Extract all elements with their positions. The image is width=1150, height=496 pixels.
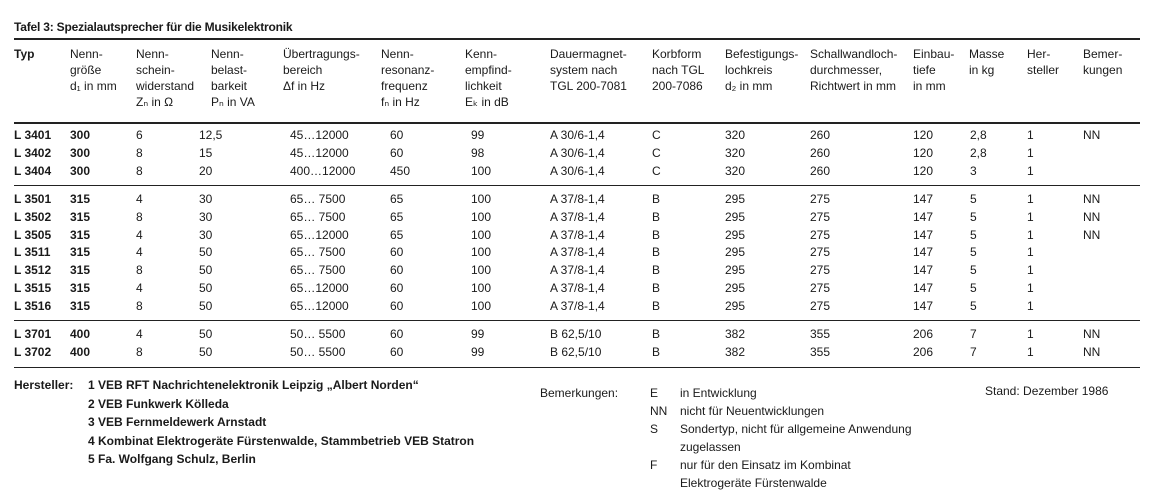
- cell-mass: 2,8: [970, 145, 987, 160]
- cell-size: 300: [70, 163, 91, 178]
- cell-sensitivity: 99: [471, 344, 485, 359]
- cell-magnet: B 62,5/10: [550, 344, 602, 359]
- table-row: [0, 261, 1150, 279]
- cell-range: 45…12000: [290, 145, 349, 160]
- cell-baffle-hole: 275: [810, 245, 831, 260]
- cell-remarks: NN: [1083, 327, 1101, 341]
- cell-typ: L 3502: [14, 209, 52, 224]
- cell-mass: 7: [970, 344, 977, 359]
- cell-basket: B: [652, 298, 661, 313]
- cell-resonance: 65: [390, 227, 404, 242]
- cell-depth: 147: [913, 192, 934, 206]
- cell-impedance: 8: [136, 263, 143, 278]
- cell-basket: C: [652, 128, 661, 142]
- table-row: [0, 243, 1150, 261]
- table-row: [0, 144, 1150, 162]
- cell-basket: B: [652, 192, 661, 206]
- bemerkung-text: nicht für Neuentwicklungen: [680, 404, 825, 418]
- cell-mass: 5: [970, 281, 977, 295]
- cell-bolt-circle: 295: [725, 227, 746, 242]
- cell-depth: 147: [913, 209, 934, 224]
- cell-range: 65… 7500: [290, 192, 346, 206]
- cell-resonance: 60: [390, 298, 404, 313]
- cell-sensitivity: 100: [471, 163, 492, 178]
- cell-bolt-circle: 295: [725, 245, 746, 260]
- table-row: [0, 126, 1150, 144]
- header-magnet: Dauermagnet- system nach TGL 200-7081: [550, 47, 627, 93]
- hersteller-item: 1 VEB RFT Nachrichtenelektronik Leipzig „Albert Norden“: [88, 378, 419, 392]
- cell-manufacturer: 1: [1027, 327, 1034, 341]
- table-row: [0, 279, 1150, 297]
- cell-sensitivity: 100: [471, 192, 492, 206]
- header-size: Nenn- größe d₁ in mm: [70, 47, 117, 93]
- cell-power: 20: [199, 163, 213, 178]
- header-impedance: Nenn- schein- widerstand Zₙ in Ω: [136, 47, 195, 109]
- cell-power: 12,5: [199, 128, 223, 142]
- hersteller-item: 3 VEB Fernmeldewerk Arnstadt: [88, 415, 267, 429]
- cell-manufacturer: 1: [1027, 192, 1034, 206]
- cell-magnet: A 37/8-1,4: [550, 227, 605, 242]
- cell-sensitivity: 100: [471, 281, 492, 295]
- cell-typ: L 3515: [14, 281, 52, 295]
- cell-baffle-hole: 260: [810, 163, 831, 178]
- rule-top: [14, 38, 1140, 40]
- table-row: [0, 208, 1150, 226]
- cell-baffle-hole: 275: [810, 298, 831, 313]
- cell-size: 315: [70, 245, 91, 260]
- cell-typ: L 3505: [14, 227, 52, 242]
- cell-bolt-circle: 295: [725, 192, 746, 206]
- cell-baffle-hole: 355: [810, 344, 831, 359]
- cell-magnet: A 37/8-1,4: [550, 192, 605, 206]
- cell-power: 50: [199, 344, 213, 359]
- cell-resonance: 60: [390, 344, 404, 359]
- cell-range: 65… 7500: [290, 245, 346, 260]
- cell-size: 315: [70, 298, 91, 313]
- cell-remarks: NN: [1083, 209, 1101, 224]
- bemerkung-code: NN: [650, 404, 668, 418]
- rule-group-2: [14, 320, 1140, 321]
- header-mass: Masse in kg: [969, 47, 1005, 77]
- cell-manufacturer: 1: [1027, 128, 1034, 142]
- cell-size: 315: [70, 227, 91, 242]
- cell-baffle-hole: 355: [810, 327, 831, 341]
- hersteller-item: 4 Kombinat Elektrogeräte Fürstenwalde, Stammbetrieb VEB Statron: [88, 433, 475, 448]
- cell-depth: 120: [913, 128, 934, 142]
- cell-impedance: 4: [136, 281, 143, 295]
- cell-mass: 2,8: [970, 128, 987, 142]
- cell-impedance: 8: [136, 145, 143, 160]
- cell-baffle-hole: 275: [810, 281, 831, 295]
- table-row: [0, 162, 1150, 180]
- cell-magnet: A 37/8-1,4: [550, 298, 605, 313]
- cell-typ: L 3512: [14, 263, 52, 278]
- cell-bolt-circle: 295: [725, 209, 746, 224]
- cell-typ: L 3402: [14, 145, 52, 160]
- cell-typ: L 3511: [14, 245, 51, 260]
- header-sensitivity: Kenn- empfind- lichkeit Eₖ in dB: [465, 47, 512, 109]
- cell-manufacturer: 1: [1027, 263, 1034, 278]
- cell-typ: L 3516: [14, 298, 52, 313]
- header-basket: Korbform nach TGL 200-7086: [652, 47, 705, 93]
- header-power: Nenn- belast- barkeit Pₙ in VA: [211, 47, 255, 109]
- cell-mass: 3: [970, 163, 977, 178]
- cell-bolt-circle: 295: [725, 281, 746, 295]
- cell-power: 30: [199, 227, 213, 242]
- hersteller-label: Hersteller:: [14, 378, 74, 392]
- cell-depth: 206: [913, 344, 934, 359]
- cell-sensitivity: 100: [471, 298, 492, 313]
- cell-bolt-circle: 382: [725, 327, 746, 341]
- cell-power: 50: [199, 298, 213, 313]
- cell-depth: 147: [913, 245, 934, 260]
- header-resonance: Nenn- resonanz- frequenz fₙ in Hz: [381, 47, 435, 109]
- cell-impedance: 4: [136, 327, 143, 341]
- cell-depth: 120: [913, 145, 934, 160]
- bemerkung-text: zugelassen: [680, 440, 741, 454]
- cell-mass: 5: [970, 298, 977, 313]
- cell-baffle-hole: 275: [810, 209, 831, 224]
- cell-depth: 206: [913, 327, 934, 341]
- cell-magnet: A 30/6-1,4: [550, 163, 605, 178]
- hersteller-item: 2 VEB Funkwerk Kölleda: [88, 396, 229, 411]
- cell-size: 315: [70, 281, 91, 295]
- cell-basket: B: [652, 344, 661, 359]
- cell-manufacturer: 1: [1027, 245, 1034, 260]
- cell-mass: 5: [970, 245, 977, 260]
- cell-sensitivity: 100: [471, 263, 492, 278]
- table-row: [0, 226, 1150, 244]
- cell-manufacturer: 1: [1027, 227, 1034, 242]
- header-manufacturer: Her- steller: [1027, 47, 1060, 77]
- cell-power: 50: [199, 245, 213, 260]
- cell-baffle-hole: 260: [810, 128, 831, 142]
- cell-magnet: A 37/8-1,4: [550, 281, 605, 295]
- cell-typ: L 3501: [14, 192, 52, 206]
- cell-manufacturer: 1: [1027, 145, 1034, 160]
- cell-mass: 5: [970, 227, 977, 242]
- cell-typ: L 3404: [14, 163, 52, 178]
- cell-depth: 147: [913, 298, 934, 313]
- bemerkung-text: Sondertyp, nicht für allgemeine Anwendung: [680, 422, 912, 436]
- cell-mass: 5: [970, 192, 977, 206]
- cell-bolt-circle: 382: [725, 344, 746, 359]
- cell-manufacturer: 1: [1027, 344, 1034, 359]
- cell-remarks: NN: [1083, 227, 1101, 242]
- rule-bottom: [14, 367, 1140, 368]
- cell-magnet: A 37/8-1,4: [550, 245, 605, 260]
- table-row: [0, 297, 1150, 315]
- cell-mass: 5: [970, 263, 977, 278]
- cell-manufacturer: 1: [1027, 163, 1034, 178]
- cell-baffle-hole: 275: [810, 192, 831, 206]
- cell-depth: 147: [913, 227, 934, 242]
- cell-basket: B: [652, 263, 661, 278]
- table-row: [0, 190, 1150, 208]
- cell-typ: L 3702: [14, 344, 52, 359]
- cell-basket: B: [652, 209, 661, 224]
- cell-bolt-circle: 295: [725, 263, 746, 278]
- cell-resonance: 60: [390, 128, 404, 142]
- header-typ: Typ: [14, 47, 35, 61]
- cell-power: 50: [199, 281, 213, 295]
- cell-mass: 7: [970, 327, 977, 341]
- bemerkung-code: F: [650, 458, 658, 472]
- cell-power: 15: [199, 145, 213, 160]
- cell-size: 315: [70, 263, 91, 278]
- cell-magnet: A 37/8-1,4: [550, 209, 605, 224]
- cell-size: 300: [70, 145, 91, 160]
- cell-range: 65…12000: [290, 298, 349, 313]
- cell-sensitivity: 99: [471, 128, 485, 142]
- table-row: [0, 343, 1150, 361]
- cell-bolt-circle: 320: [725, 128, 746, 142]
- cell-size: 400: [70, 327, 91, 341]
- cell-baffle-hole: 275: [810, 227, 831, 242]
- cell-impedance: 8: [136, 298, 143, 313]
- cell-depth: 147: [913, 263, 934, 278]
- cell-depth: 120: [913, 163, 934, 178]
- cell-impedance: 6: [136, 128, 143, 142]
- cell-sensitivity: 98: [471, 145, 485, 160]
- cell-range: 65…12000: [290, 281, 349, 295]
- cell-basket: C: [652, 145, 661, 160]
- cell-mass: 5: [970, 209, 977, 224]
- cell-range: 50… 5500: [290, 344, 346, 359]
- header-remarks: Bemer- kungen: [1083, 47, 1123, 77]
- cell-remarks: NN: [1083, 344, 1101, 359]
- cell-sensitivity: 100: [471, 209, 492, 224]
- cell-range: 50… 5500: [290, 327, 346, 341]
- bemerkung-text: in Entwicklung: [680, 386, 757, 400]
- cell-resonance: 60: [390, 263, 404, 278]
- cell-range: 65…12000: [290, 227, 349, 242]
- header-baffle-hole: Schallwandloch- durchmesser, Richtwert in mm: [810, 47, 898, 93]
- cell-resonance: 60: [390, 145, 404, 160]
- cell-resonance: 60: [390, 327, 404, 341]
- cell-manufacturer: 1: [1027, 209, 1034, 224]
- cell-basket: B: [652, 245, 661, 260]
- bemerkung-code: S: [650, 422, 659, 436]
- cell-resonance: 60: [390, 281, 404, 295]
- cell-sensitivity: 100: [471, 227, 492, 242]
- cell-basket: B: [652, 327, 661, 341]
- cell-baffle-hole: 260: [810, 145, 831, 160]
- cell-magnet: B 62,5/10: [550, 327, 602, 341]
- cell-remarks: NN: [1083, 128, 1101, 142]
- cell-bolt-circle: 320: [725, 163, 746, 178]
- cell-basket: C: [652, 163, 661, 178]
- cell-power: 30: [199, 209, 213, 224]
- cell-range: 65… 7500: [290, 209, 346, 224]
- cell-manufacturer: 1: [1027, 281, 1034, 295]
- cell-size: 315: [70, 192, 91, 206]
- header-bolt-circle: Befestigungs- lochkreis d₂ in mm: [725, 47, 799, 93]
- cell-typ: L 3701: [14, 327, 52, 341]
- cell-baffle-hole: 275: [810, 263, 831, 278]
- stand-date: Stand: Dezember 1986: [985, 384, 1109, 398]
- cell-manufacturer: 1: [1027, 298, 1034, 313]
- bemerkung-text: nur für den Einsatz im Kombinat: [680, 458, 851, 472]
- cell-typ: L 3401: [14, 128, 52, 142]
- header-range: Übertragungs- bereich Δf in Hz: [283, 47, 360, 93]
- cell-impedance: 4: [136, 192, 143, 206]
- table-row: [0, 325, 1150, 343]
- cell-basket: B: [652, 281, 661, 295]
- cell-magnet: A 37/8-1,4: [550, 263, 605, 278]
- bemerkung-text: Elektrogeräte Fürstenwalde: [680, 476, 827, 490]
- cell-remarks: NN: [1083, 192, 1101, 206]
- header-depth: Einbau- tiefe in mm: [913, 47, 955, 93]
- cell-range: 400…12000: [290, 163, 356, 178]
- cell-sensitivity: 99: [471, 327, 485, 341]
- cell-impedance: 8: [136, 344, 143, 359]
- cell-power: 50: [199, 327, 213, 341]
- cell-depth: 147: [913, 281, 934, 295]
- cell-impedance: 8: [136, 163, 143, 178]
- cell-resonance: 60: [390, 245, 404, 260]
- cell-impedance: 4: [136, 227, 143, 242]
- table-title: Tafel 3: Spezialautsprecher für die Musikelektronik: [14, 20, 293, 34]
- rule-header: [14, 122, 1140, 124]
- cell-impedance: 4: [136, 245, 143, 260]
- cell-range: 65… 7500: [290, 263, 346, 278]
- bemerkung-code: E: [650, 386, 659, 400]
- cell-magnet: A 30/6-1,4: [550, 128, 605, 142]
- cell-basket: B: [652, 227, 661, 242]
- cell-size: 300: [70, 128, 91, 142]
- cell-range: 45…12000: [290, 128, 349, 142]
- cell-resonance: 65: [390, 192, 404, 206]
- cell-bolt-circle: 320: [725, 145, 746, 160]
- cell-sensitivity: 100: [471, 245, 492, 260]
- cell-size: 400: [70, 344, 91, 359]
- cell-resonance: 65: [390, 209, 404, 224]
- cell-impedance: 8: [136, 209, 143, 224]
- cell-power: 30: [199, 192, 213, 206]
- cell-size: 315: [70, 209, 91, 224]
- hersteller-item: 5 Fa. Wolfgang Schulz, Berlin: [88, 452, 256, 466]
- bemerkungen-label: Bemerkungen:: [540, 386, 619, 400]
- cell-resonance: 450: [390, 163, 411, 178]
- cell-bolt-circle: 295: [725, 298, 746, 313]
- rule-group-1: [14, 185, 1140, 186]
- cell-magnet: A 30/6-1,4: [550, 145, 605, 160]
- cell-power: 50: [199, 263, 213, 278]
